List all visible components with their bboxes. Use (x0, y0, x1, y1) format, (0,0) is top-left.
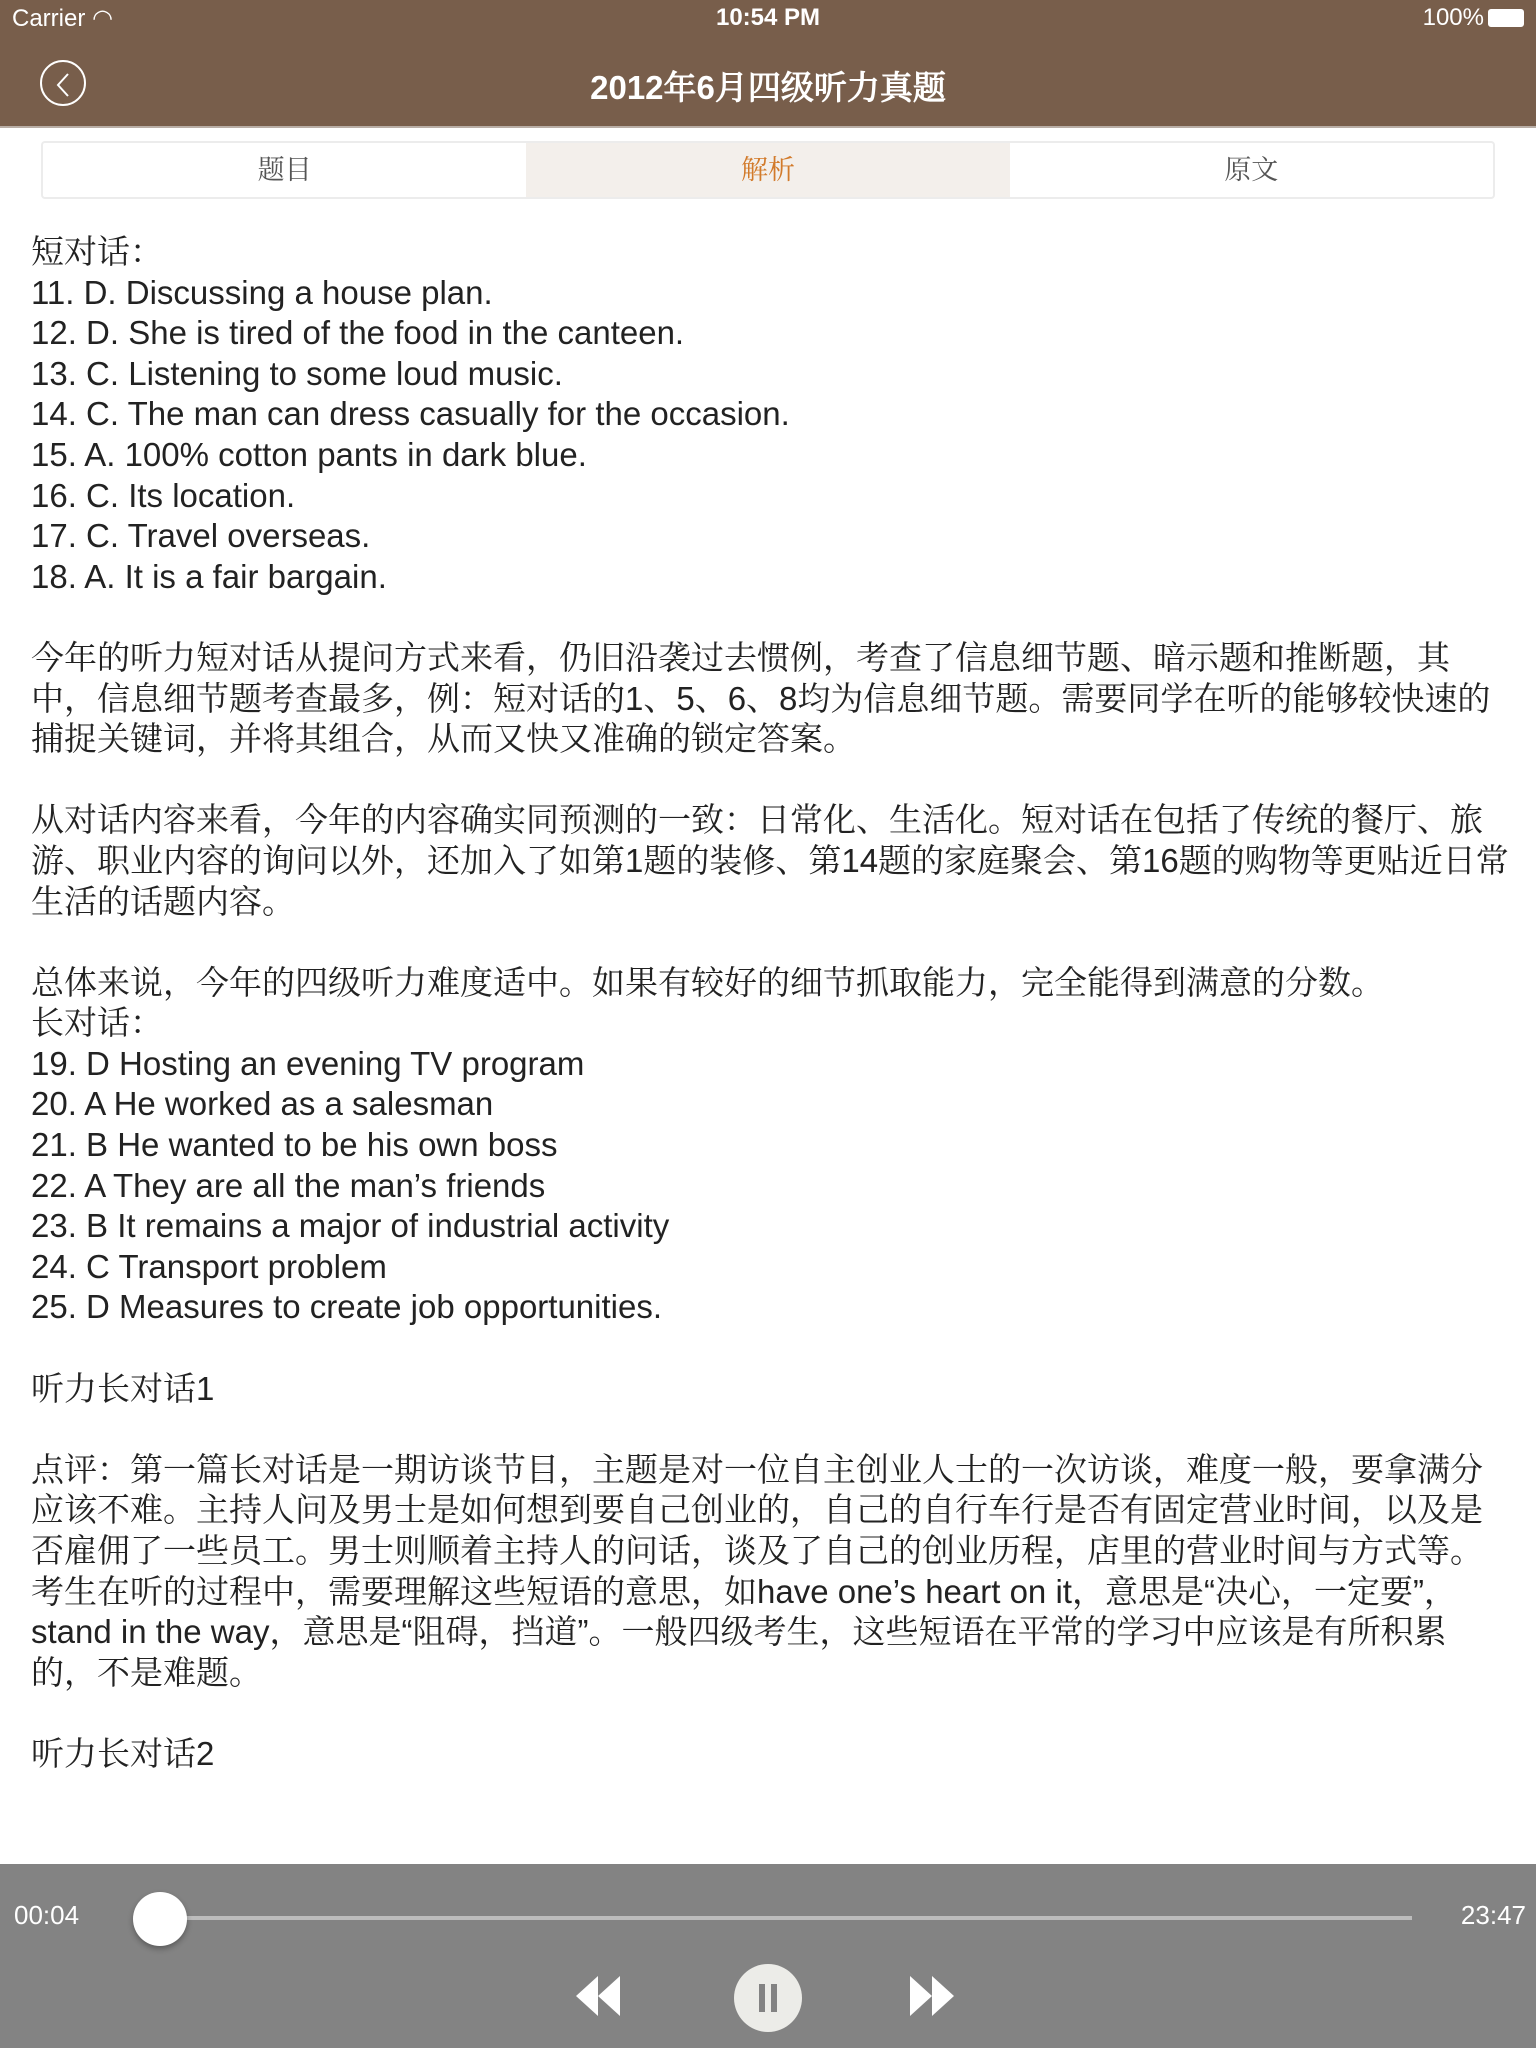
answer-item: 15. A. 100% cotton pants in dark blue. (31, 435, 587, 473)
short-answers-list (31, 273, 1511, 598)
answer-item: 13. C. Listening to some loud music. (31, 354, 563, 392)
answer-item: 20. A He worked as a salesman (31, 1085, 494, 1123)
answer-item: 12. D. She is tired of the food in the canteen. (31, 314, 685, 352)
section-heading: 听力长对话1 (31, 1369, 215, 1407)
clock: 10:54 PM (715, 4, 821, 31)
answer-item: 22. A They are all the man’s friends (31, 1166, 546, 1204)
rewind-button[interactable] (576, 1976, 624, 2016)
tab-questions[interactable]: 题目 (257, 155, 312, 185)
answer-item: 18. A. It is a fair bargain. (31, 557, 387, 595)
carrier-label: Carrier ◠ (12, 5, 113, 32)
pause-button[interactable] (734, 1964, 802, 2032)
fast-forward-button[interactable] (910, 1976, 958, 2016)
analysis-paragraph: 今年的听力短对话从提问方式来看，仍旧沿袭过去惯例，考查了信息细节题、暗示题和推断题，其中，信息细节题考查最多，例：短对话的1、5、6、8均为信息细节题。需要同学在听的能够较快速的捕捉关键词，并将其组合，从而又快又准确的锁定答案。 (31, 638, 1491, 758)
long-dialog-heading: 长对话： (31, 1004, 163, 1042)
battery-status: 100% (1423, 4, 1524, 32)
slider-thumb[interactable] (133, 1892, 187, 1946)
progress-slider[interactable] (150, 1916, 1412, 1920)
answer-item: 16. C. Its location. (31, 476, 296, 514)
battery-icon (1488, 9, 1524, 27)
answer-item: 24. C Transport problem (31, 1247, 387, 1285)
short-dialog-heading: 短对话： (31, 233, 163, 270)
segmented-tabs (41, 141, 1495, 199)
section-heading: 听力长对话2 (31, 1734, 215, 1772)
total-duration: 23:47 (1460, 1900, 1526, 1930)
tab-transcript[interactable]: 原文 (1224, 155, 1279, 185)
analysis-content (31, 232, 1511, 1815)
navigation-bar (0, 0, 1536, 128)
long-answers-list (31, 1044, 1511, 1328)
elapsed-time: 00:04 (14, 1900, 80, 1930)
answer-item: 23. B It remains a major of industrial activity (31, 1207, 670, 1245)
comment-paragraph: 点评：第一篇长对话是一期访谈节目，主题是对一位自主创业人士的一次访谈，难度一般，要拿满分应该不难。主持人问及男士是如何想到要自己创业的，自己的自行车行是否有固定营业时间，以及是否雇佣了一些员工。男士则顺着主持人的问话，谈及了自己的创业历程，店里的营业时间与方式等。考生在听的过程中，需要理解这些短语的意思，如have one’s heart on it，意思是“决心，一定要”，stand in the way，意思是“阻碍，挡道”。一般四级考生，这些短语在平常的学习中应该是有所积累的，不是难题。 (31, 1450, 1483, 1691)
pause-icon (759, 1984, 765, 2012)
pause-icon-bar (771, 1984, 777, 2012)
page-title: 2012年6月四级听力真题 (590, 69, 946, 106)
answer-item: 17. C. Travel overseas. (31, 517, 371, 555)
audio-player (0, 1864, 1536, 2048)
answer-item: 21. B He wanted to be his own boss (31, 1126, 558, 1164)
tab-analysis[interactable]: 解析 (526, 143, 1009, 197)
answer-item: 19. D Hosting an evening TV program (31, 1044, 585, 1082)
wifi-icon: ◠ (92, 5, 113, 32)
analysis-paragraph: 总体来说，今年的四级听力难度适中。如果有较好的细节抓取能力，完全能得到满意的分数。 (31, 963, 1384, 1001)
answer-item: 11. D. Discussing a house plan. (31, 273, 493, 311)
answer-item: 14. C. The man can dress casually for the occasion. (31, 395, 790, 433)
analysis-paragraph: 从对话内容来看，今年的内容确实同预测的一致：日常化、生活化。短对话在包括了传统的餐厅、旅游、职业内容的询问以外，还加入了如第1题的装修、第14题的家庭聚会、第16题的购物等更贴近日常生活的话题内容。 (31, 801, 1509, 920)
answer-item: 25. D Measures to create job opportunities. (31, 1288, 663, 1326)
